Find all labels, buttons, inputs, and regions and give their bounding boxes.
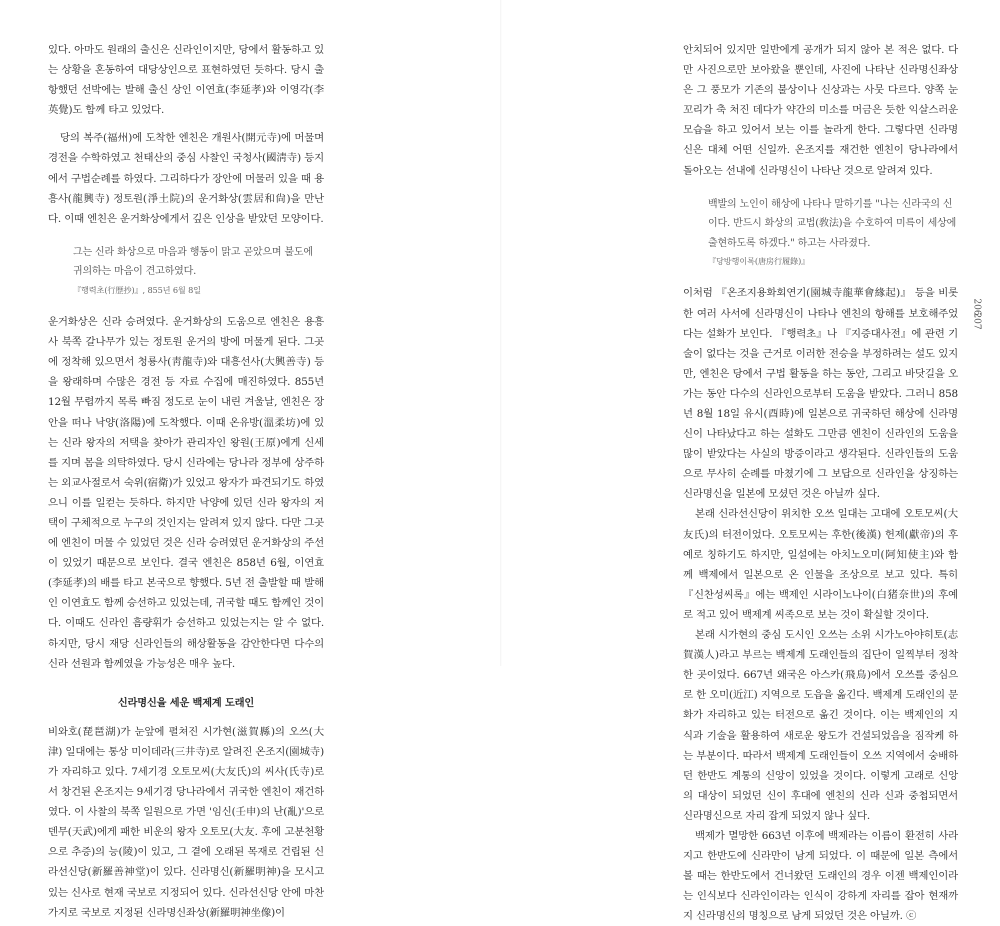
right-page bbox=[683, 40, 958, 926]
page-number-right: 207 bbox=[971, 312, 982, 330]
paragraph: 이처럼 『온조지용화회연기(園城寺龍華會緣起)』 등을 비롯한 여러 사서에 신라명신이 나타나 엔친의 항해를 보호해주었다는 설화가 보인다. 『행력초』나 『지증대사전』에 관련 기술이 없다는 것을 근거로 이러한 전승을 부정하려는 설도 있지만, 엔친은 당에서 구법 활동을 하는 동안, 그리고 바닷길을 오가는 동안 다수의 신라인으로부터 도움을 받았다. 그러니 858년 8월 18일 유시(酉時)에 일본으로 귀국하던 해상에 신라명신이 나타났다고 하는 설화도 그만큼 엔친이 신라인의 도움을 많이 받았다는 사실의 방증이라고 생각된다. 신라인들의 도움으로 무사히 순례를 마쳤기에 그 보답으로 신라인을 상징하는 신라명신을 일본에 모셨던 것은 아닐까 싶다. bbox=[683, 287, 958, 501]
left-page bbox=[48, 40, 324, 923]
block-quote bbox=[48, 243, 324, 298]
block-quote bbox=[683, 195, 958, 270]
quote-source: 『당방행이록(唐房行履錄)』 bbox=[708, 256, 810, 267]
paragraph: 있다. 아마도 원래의 출신은 신라인이지만, 당에서 활동하고 있는 상황을 혼동하여 대당상인으로 표현하였던 듯하다. 당시 출항했던 선박에는 발해 출신 상인 이연효(李延孝)와 이영각(李英覺)도 함께 타고 있었다. bbox=[48, 44, 324, 117]
quote-text: 그는 신라 화상으로 마음과 행동이 맑고 곧았으며 불도에 귀의하는 마음이 견고하였다. bbox=[73, 246, 313, 278]
page-numbers bbox=[968, 300, 985, 328]
paragraph: 운거화상은 신라 승려였다. 운거화상의 도움으로 엔친은 용흥사 북쪽 갈나무가 있는 정토원 운거의 방에 머물게 된다. 그곳에 정착해 있으면서 청룡사(靑龍寺)와 대흥선사(大興善寺) 등을 왕래하며 수많은 경전 등 자료 수집에 매진하였다. 855년 12월 무렵까지 목록 빠짐 정도로 눈이 내린 겨울날, 엔친은 장안을 떠나 낙양(洛陽)에 도착했다. 이때 온유방(溫柔坊)에 있는 신라 왕자의 저택을 찾아가 관리자인 왕원(王原)에게 신세를 지며 몸을 의탁하였다. 당시 신라에는 당나라 정부에 상주하는 외교사절로서 숙위(宿衛)가 있었고 왕자가 파견되기도 하였으니 이를 일컫는 듯하다. 하지만 낙양에 있던 신라 왕자의 저택이 구체적으로 누구의 것인지는 알려져 있지 않다. 다만 그곳에 엔친이 머물 수 있었던 것은 신라 승려였던 운거화상의 주선이 있었기 때문으로 보인다. 결국 엔친은 858년 6월, 이연효(李延孝)의 배를 타고 본국으로 향했다. 5년 전 출발할 때 발해인 이연효도 함께 승선하고 있었는데, 귀국할 때도 함께인 것이다. 이때도 신라인 흠량휘가 승선하고 있었는지는 알 수 없다. 하지만, 당시 재당 신라인들의 해상활동을 감안한다면 다수의 신라 선원과 함께였을 가능성은 매우 높다. bbox=[48, 316, 324, 670]
gutter-shadow bbox=[500, 0, 502, 666]
paragraph: 본래 신라선신당이 위치한 오쓰 일대는 고대에 오토모씨(大友氏)의 터전이었다. 오토모씨는 후한(後漢) 헌제(獻帝)의 후예로 칭하기도 하지만, 일설에는 아치노오미(阿知使主)와 함께 백제에서 일본으로 온 인물을 조상으로 보고 있다. 특히 『신찬성씨록』에는 백제인 시라이노나이(白猪奈世)의 후예로 적고 있어 백제계 씨족으로 보는 것이 확실할 것이다. bbox=[683, 508, 958, 621]
paragraph: 당의 복주(福州)에 도착한 엔친은 개원사(開元寺)에 머물며 경전을 수학하였고 천태산의 중심 사찰인 국청사(國淸寺) 등지에서 구법순례를 하였다. 그리하다가 장안에 머물러 있을 때 용흥사(龍興寺) 정토원(淨土院)의 운거화상(雲居和尙)을 만난다. 이때 엔친은 운거화상에게서 깊은 인상을 받았던 모양이다. bbox=[48, 132, 324, 225]
quote-source: 『행력초(行歷抄)』, 855년 6월 8일 bbox=[73, 285, 201, 296]
page-number-left: 206 bbox=[971, 298, 982, 316]
paragraph: 본래 시가현의 중심 도시인 오쓰는 소위 시가노아야히토(志賀漢人)라고 부르는 백제계 도래인들의 집단이 일찍부터 정착한 곳이었다. 667년 왜국은 아스카(飛鳥)에서 오쓰를 중심으로 한 오미(近江) 지역으로 도읍을 옮긴다. 백제계 도래인의 문화가 자리하고 있는 터전으로 옮긴 것이다. 이는 백제인의 지식과 기술을 활용하여 새로운 왕도가 건설되었음을 짐작케 하는 부분이다. 따라서 백제계 도래인들이 오쓰 지역에서 숭배하던 한반도 계통의 신앙이 있었을 것이다. 이렇게 고래로 신앙의 대상이 되었던 신이 후대에 엔친의 신라 신과 중첩되면서 신라명신으로 자리 잡게 되었지 않나 싶다. bbox=[683, 629, 958, 822]
section-heading: 신라명신을 세운 백제계 도래인 bbox=[117, 697, 255, 709]
paragraph: 안치되어 있지만 일반에게 공개가 되지 않아 본 적은 없다. 다만 사진으로만 보아왔을 뿐인데, 사진에 나타난 신라명신좌상은 그 풍모가 기존의 불상이나 신상과는 사뭇 다르다. 양쪽 눈꼬리가 축 처진 데다가 약간의 미소를 머금은 듯한 익살스러운 모습을 하고 있어서 보는 이를 놀라게 한다. 그렇다면 신라명신은 대체 어떤 신일까. 온조지를 재건한 엔친이 당나라에서 돌아오는 선내에 신라명신이 나타난 것으로 알려져 있다. bbox=[683, 44, 958, 177]
paragraph: 비와호(琵琶湖)가 눈앞에 펼쳐진 시가현(滋賀縣)의 오쓰(大津) 일대에는 통상 미이데라(三井寺)로 알려진 온조지(園城寺)가 자리하고 있다. 7세기경 오토모씨(大友氏)의 씨사(氏寺)로서 창건된 온조지는 9세기경 당나라에서 귀국한 엔친이 재건하였다. 이 사찰의 북쪽 일원으로 가면 '임신(壬申)의 난(亂)'으로 덴무(天武)에게 패한 비운의 왕자 오토모(大友. 후에 고분천황으로 추증)의 능(陵)이 있고, 그 곁에 오래된 목재로 건립된 신라선신당(新羅善神堂)이 있다. 신라명신(新羅明神)을 모시고 있는 신사로 현재 국보로 지정되어 있다. 신라선신당 안에 마찬가지로 국보로 지정된 신라명신좌상(新羅明神坐像)이 bbox=[48, 725, 324, 919]
paragraph: 백제가 멸망한 663년 이후에 백제라는 이름이 환전히 사라지고 한반도에 신라만이 남게 되었다. 이 때문에 일본 측에서 볼 때는 한반도에서 건너왔던 도래인의 경우 이젠 백제인이라는 인식보다 신라인이라는 인식이 강하게 자리를 잡아 현재까지 신라명신의 명칭으로 남게 되었던 것은 아닐까. ⓒ bbox=[683, 829, 958, 923]
quote-text: 백발의 노인이 해상에 나타나 말하기를 "나는 신라국의 신이다. 반드시 화상의 교법(敎法)을 수호하여 미륵이 세상에 출현하도록 하겠다." 하고는 사라졌다. bbox=[708, 198, 957, 249]
